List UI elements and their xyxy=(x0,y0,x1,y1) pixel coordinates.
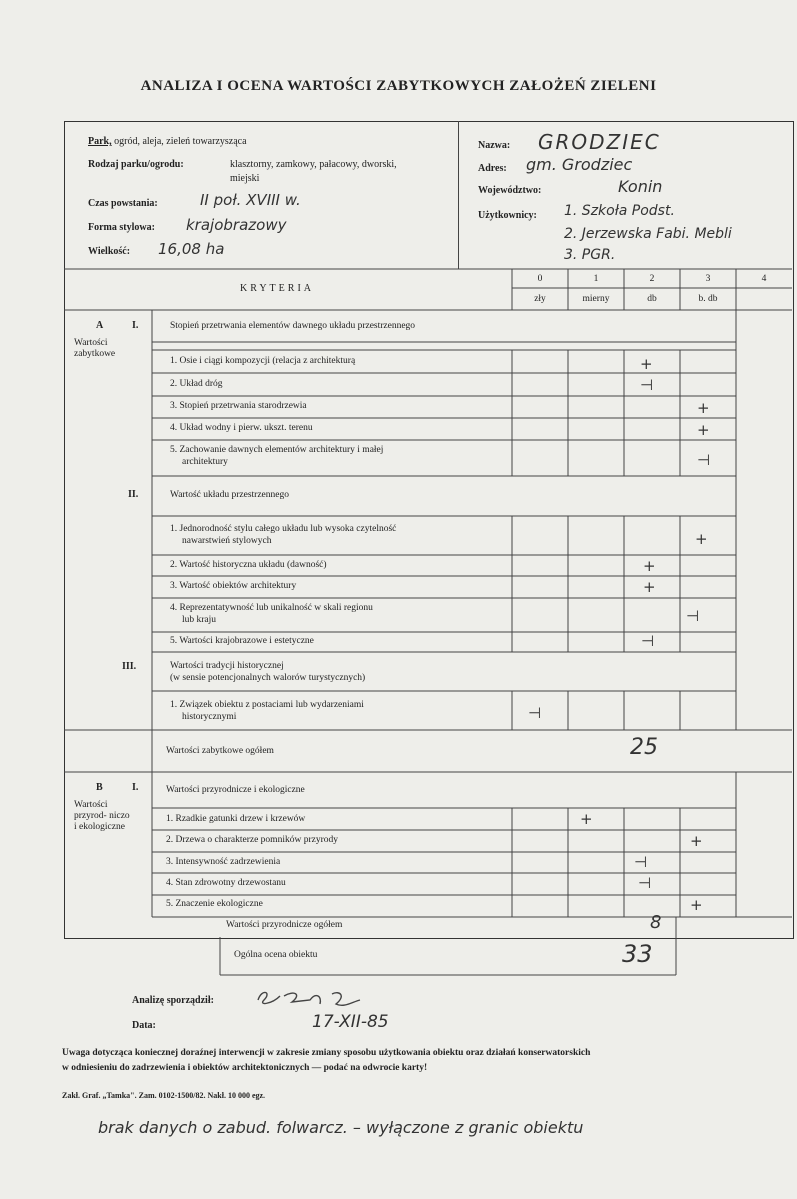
mark-a1-1: + xyxy=(640,355,653,373)
data-label: Data: xyxy=(132,1020,156,1031)
a3-row-1b: historycznymi xyxy=(182,712,237,722)
analize-label: Analizę sporządził: xyxy=(132,995,214,1006)
a-total-label: Wartości zabytkowe ogółem xyxy=(166,746,274,756)
mark-b1-5: + xyxy=(690,896,703,914)
a3-head-b: (w sensie potencjonalnych walorów turystycznych) xyxy=(170,673,366,683)
forma-value: krajobrazowy xyxy=(186,216,287,234)
a1-head: Stopień przetrwania elementów dawnego układu przestrzennego xyxy=(170,321,416,331)
section-a-iii: III. xyxy=(122,661,137,672)
mark-a2-5: ⊣ xyxy=(641,632,655,650)
note-line-1: Uwaga dotycząca koniecznej doraźnej interwencji w zakresie zmiany sposobu użytkowania obiektu oraz działań konserwatorskich xyxy=(62,1048,591,1058)
a2-row-1a: 1. Jednorodność stylu całego układu lub wysoka czytelność xyxy=(170,524,397,534)
a2-head: Wartość układu przestrzennego xyxy=(170,490,289,500)
a2-row-5: 5. Wartości krajobrazowe i estetyczne xyxy=(170,636,314,646)
a2-row-2: 2. Wartość historyczna układu (dawność) xyxy=(170,560,327,570)
section-b: B xyxy=(96,782,103,793)
czas-value: II poł. XVIII w. xyxy=(200,191,301,209)
a1-row-2: 2. Układ dróg xyxy=(170,379,223,389)
rodzaj-values: klasztorny, zamkowy, pałacowy, dworski, xyxy=(230,159,397,170)
section-b-caption: Wartości przyrod- niczo i ekologiczne xyxy=(74,800,130,832)
printer-note: Zakł. Graf. „Tamka". Zam. 0102-1500/82. Nakł. 10 000 egz. xyxy=(62,1091,266,1100)
adres-value: gm. Grodziec xyxy=(526,155,633,174)
uzytk-3: 3. PGR. xyxy=(564,247,616,263)
b1-row-4: 4. Stan zdrowotny drzewostanu xyxy=(166,878,286,888)
score-name-3: b. db xyxy=(698,294,718,304)
mark-a1-2: ⊣ xyxy=(640,376,654,394)
handwritten-note: brak danych o zabud. folwarcz. – wyłączone z granic obiektu xyxy=(98,1118,584,1137)
mark-b1-3: ⊣ xyxy=(634,853,648,871)
mark-a2-4: ⊣ xyxy=(686,607,700,625)
section-a-ii: II. xyxy=(128,489,139,500)
park-line-rest: ogród, aleja, zieleń towarzysząca xyxy=(114,136,247,147)
wielkosc-label: Wielkość: xyxy=(88,246,131,257)
mark-a2-1: + xyxy=(695,530,708,548)
b1-row-2: 2. Drzewa o charakterze pomników przyrody xyxy=(166,835,338,845)
a1-row-5b: architektury xyxy=(182,457,228,467)
score-0: 0 xyxy=(537,274,543,284)
woj-label: Województwo: xyxy=(478,185,542,196)
b1-row-1: 1. Rzadkie gatunki drzew i krzewów xyxy=(166,814,306,824)
a2-row-4a: 4. Reprezentatywność lub unikalność w skali regionu xyxy=(170,603,373,613)
wielkosc-value: 16,08 ha xyxy=(158,240,225,258)
overall-value: 33 xyxy=(622,940,653,968)
note-line-2: w odniesieniu do zadrzewienia i obiektów architektonicznych — podać na odwrocie karty! xyxy=(62,1063,428,1073)
nazwa-label: Nazwa: xyxy=(478,140,511,151)
forma-label: Forma stylowa: xyxy=(88,222,155,233)
adres-label: Adres: xyxy=(478,163,507,174)
section-a: A xyxy=(96,320,104,331)
kryteria-label: KRYTERIA xyxy=(240,283,314,294)
section-b-i: I. xyxy=(132,782,139,793)
b-total-label: Wartości przyrodnicze ogółem xyxy=(226,920,343,930)
rodzaj-values-2: miejski xyxy=(230,173,260,184)
mark-b1-4: ⊣ xyxy=(638,874,652,892)
a-total-value: 25 xyxy=(630,735,658,760)
uzytk-2: 2. Jerzewska Fabi. Mebli xyxy=(564,226,732,242)
uzytk-label: Użytkownicy: xyxy=(478,210,537,221)
park-word: Park, xyxy=(88,136,112,147)
nazwa-value: GRODZIEC xyxy=(538,130,661,154)
score-2: 2 xyxy=(649,274,655,284)
a1-row-5a: 5. Zachowanie dawnych elementów architektury i małej xyxy=(170,445,384,455)
b1-head: Wartości przyrodnicze i ekologiczne xyxy=(166,785,305,795)
b1-row-5: 5. Znaczenie ekologiczne xyxy=(166,899,263,909)
b-total-value: 8 xyxy=(650,912,662,933)
overall-label: Ogólna ocena obiektu xyxy=(234,950,318,960)
a1-row-3: 3. Stopień przetrwania starodrzewia xyxy=(170,401,307,411)
rodzaj-label: Rodzaj parku/ogrodu: xyxy=(88,159,184,170)
a3-head-a: Wartości tradycji historycznej xyxy=(170,661,284,671)
score-3: 3 xyxy=(705,274,711,284)
section-a-caption: Wartości zabytkowe xyxy=(74,338,116,359)
mark-a3-1: ⊣ xyxy=(528,704,542,722)
mark-a1-3: + xyxy=(697,399,710,417)
mark-a2-3: + xyxy=(643,578,656,596)
a2-row-1b: nawarstwień stylowych xyxy=(182,536,272,546)
uzytk-1: 1. Szkoła Podst. xyxy=(564,203,675,219)
czas-label: Czas powstania: xyxy=(88,198,158,209)
data-value: 17-XII-85 xyxy=(312,1012,389,1032)
a2-row-4b: lub kraju xyxy=(182,615,217,625)
section-a-i: I. xyxy=(132,320,139,331)
a2-row-3: 3. Wartość obiektów architektury xyxy=(170,581,297,591)
b1-row-3: 3. Intensywność zadrzewienia xyxy=(166,857,281,867)
a3-row-1a: 1. Związek obiektu z postaciami lub wydarzeniami xyxy=(170,700,364,710)
a1-row-4: 4. Układ wodny i pierw. ukszt. terenu xyxy=(170,423,313,433)
woj-value: Konin xyxy=(618,177,663,196)
score-name-2: db xyxy=(647,294,657,304)
mark-a1-5: ⊣ xyxy=(697,451,711,469)
a1-row-1: 1. Osie i ciągi kompozycji (relacja z architekturą xyxy=(170,356,356,366)
mark-a2-2: + xyxy=(643,557,656,575)
mark-a1-4: + xyxy=(697,421,710,439)
document-title: ANALIZA I OCENA WARTOŚCI ZABYTKOWYCH ZAŁOŻEŃ ZIELENI xyxy=(140,78,657,94)
score-name-0: zły xyxy=(534,294,546,304)
mark-b1-1: + xyxy=(580,810,593,828)
score-1: 1 xyxy=(593,274,599,284)
score-4: 4 xyxy=(761,274,767,284)
mark-b1-2: + xyxy=(690,832,703,850)
score-name-1: mierny xyxy=(582,294,610,304)
